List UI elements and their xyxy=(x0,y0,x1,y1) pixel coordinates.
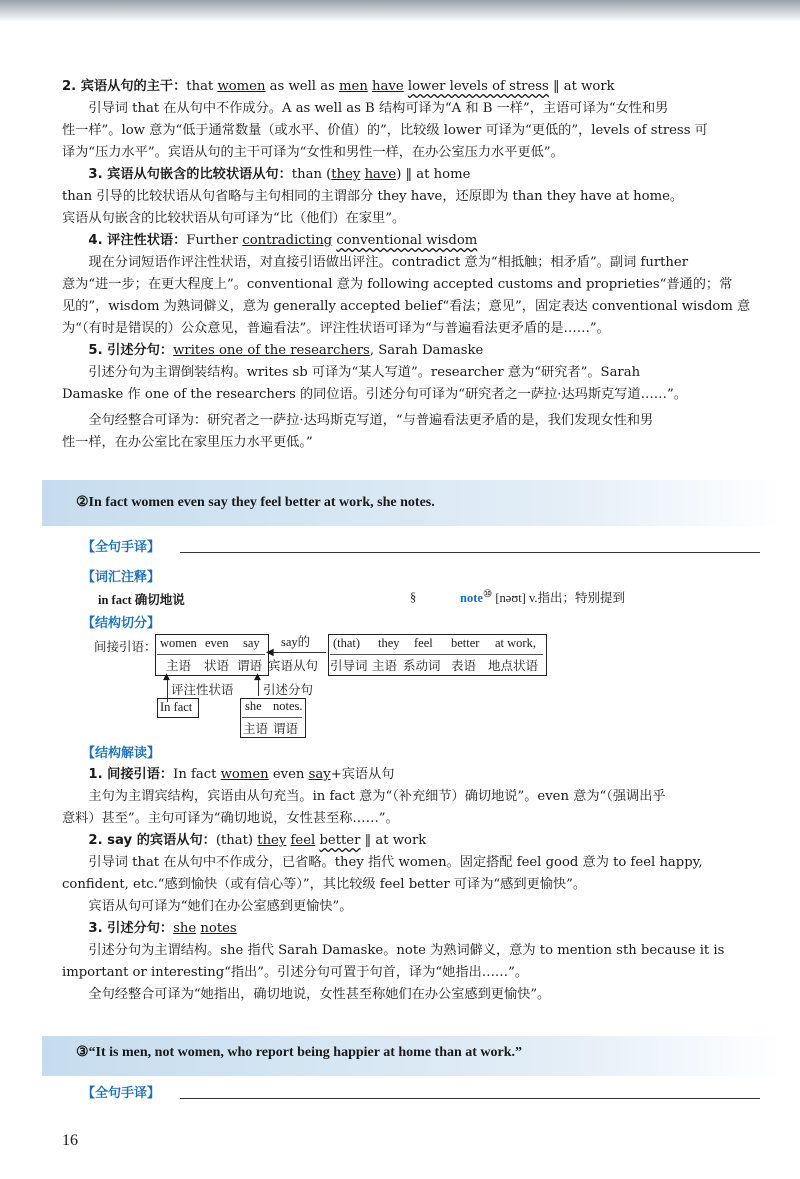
text: , Sarah Damaske xyxy=(369,343,484,358)
arrow-head-icon: ◀ xyxy=(266,647,274,658)
underlined-predicate: say xyxy=(308,767,331,782)
text: ‖ at work xyxy=(360,833,427,848)
underlined-subject: women xyxy=(220,767,269,782)
paragraph: 全句经整合可译为“她指出，确切地说，女性甚至称她们在办公室感到更愉快”。 xyxy=(88,987,551,1002)
paragraph: 引导词 that 在从句中不作成分，已省略。they 指代 women。固定搭配 feel good 意为 to feel happy, xyxy=(88,855,703,870)
text: (that) xyxy=(215,833,258,848)
vocab-word: note xyxy=(460,591,483,606)
heading-label: 2. 宾语从句的主干： xyxy=(62,79,187,94)
paragraph: 见的”，wisdom 为熟词僻义，意为 generally accepted belief“看法；意见”，固定表达 conventional wisdom 意 xyxy=(62,299,751,314)
wavy-object: conventional wisdom xyxy=(336,233,478,248)
analysis-block xyxy=(62,764,762,1006)
vocab-right xyxy=(460,588,625,606)
sentence-3-title: ③“It is men, not women, who report being happier at home than at work.” xyxy=(76,1045,523,1060)
underlined-predicate: have xyxy=(364,167,397,182)
analysis-1-heading xyxy=(62,764,762,786)
word: she xyxy=(245,699,262,713)
underlined-subject: men xyxy=(339,79,368,94)
underlined-predicate: have xyxy=(372,79,404,94)
vocab-sup: ⑩ xyxy=(482,589,493,600)
comment-adv-label: 评注性状语 xyxy=(171,683,234,697)
paragraph: 译为“压力水平”。宾语从句的主干可译为“女性和男性一样，在办公室压力水平更低”。 xyxy=(62,145,564,160)
underlined-subject: she xyxy=(173,921,197,936)
vocab-left xyxy=(98,590,185,608)
wavy-predicative: better xyxy=(319,833,361,848)
word: even xyxy=(205,636,229,650)
underlined-verb: contradicting xyxy=(242,233,333,248)
sentence-2-title: ②In fact women even say they feel better at work, she notes. xyxy=(76,495,435,510)
paragraph: important or interesting“指出”。引述分句可置于句首，译为“她指出……”。 xyxy=(62,965,529,980)
arrow-up-icon: ▲ xyxy=(163,672,170,682)
word: women xyxy=(160,636,197,650)
paragraph: 引述分句为主谓结构。she 指代 Sarah Damaske。note 为熟词僻义，意为 to mention sth because it is xyxy=(88,943,725,958)
word: feel xyxy=(414,636,433,650)
heading-label: 4. 评注性状语： xyxy=(88,233,187,248)
paragraph: 宾语从句可译为“她们在办公室感到更愉快”。 xyxy=(88,899,353,914)
upper-analysis xyxy=(62,70,762,454)
word: at work, xyxy=(495,636,536,650)
heading-3 xyxy=(62,164,762,186)
paragraph: 性一样，在办公室比在家里压力水平更低。” xyxy=(62,435,313,450)
indirect-label: 间接引语： xyxy=(94,640,157,654)
text: than ( xyxy=(291,167,332,182)
underlined-predicate: feel xyxy=(290,833,316,848)
paragraph: confident, etc.“感到愉快（或有信心等）”，其比较级 feel better 可译为“感到更愉快”。 xyxy=(62,877,587,892)
vocab-text: in fact 确切地说 xyxy=(98,593,185,607)
paragraph: 宾语从句嵌含的比较状语从句可译为“比（他们）在家里”。 xyxy=(62,211,406,226)
paragraph: 意为“进一步；在更大程度上”。conventional 意为 following accepted customs and proprieties“普通的；常 xyxy=(62,277,733,292)
paragraph: 引导词 that 在从句中不作成分。A as well as B 结构可译为“A 和 B 一样”，主语可译为“女性和男 xyxy=(88,101,669,116)
vocab-def: [nəʊt] v.指出；特别提到 xyxy=(495,591,626,606)
answer-line[interactable] xyxy=(180,552,760,553)
role: 谓语 xyxy=(273,722,299,736)
paragraph: 主句为主谓宾结构，宾语由从句充当。in fact 意为“（补充细节）确切地说”。even 意为“（强调出乎 xyxy=(88,789,666,804)
answer-line[interactable] xyxy=(180,1098,760,1099)
top-edge-band xyxy=(0,0,800,22)
role: 系动词 xyxy=(403,659,441,673)
paragraph: 为“（有时是错误的）公众意见，普遍看法”。评注性状语可译为“与普遍看法更矛盾的是……”。 xyxy=(62,321,610,336)
page-number: 16 xyxy=(62,1132,78,1149)
text: In fact xyxy=(173,767,221,782)
role: 主语 xyxy=(166,659,192,673)
arrow-up-icon: ▲ xyxy=(254,672,261,682)
heading-4 xyxy=(62,230,762,252)
say-of-label: say的 xyxy=(281,635,311,649)
word: In fact xyxy=(160,700,193,714)
tag-vocab: 【词汇注释】 xyxy=(82,570,161,585)
role: 主语 xyxy=(372,659,398,673)
heading-label: 3. 宾语从句嵌含的比较状语从句： xyxy=(88,167,292,182)
role: 地点状语 xyxy=(488,659,539,673)
paragraph: 意料）甚至”。主句可译为“确切地说，女性甚至称……”。 xyxy=(62,811,399,826)
text: ‖ at work xyxy=(548,79,615,94)
report-clause-label: 引述分句 xyxy=(263,683,314,697)
vocab-separator: § xyxy=(410,590,417,604)
underlined-subject: they xyxy=(257,833,287,848)
underlined-subject: they xyxy=(331,167,361,182)
divider xyxy=(242,717,302,718)
underlined-subject: women xyxy=(217,79,266,94)
role: 主语 xyxy=(243,722,269,736)
tag-text: 【结构切分】 xyxy=(82,616,161,631)
role: 宾语从句 xyxy=(268,659,319,673)
word: better xyxy=(451,636,480,650)
heading-label: 2. say 的宾语从句： xyxy=(88,833,216,848)
paragraph: 现在分词短语作评注性状语，对直接引语做出评注。contradict 意为“相抵触；相矛盾”。副词 further xyxy=(88,255,689,270)
text: even xyxy=(268,767,309,782)
underlined-subject: one of the researchers xyxy=(218,343,370,358)
heading-label: 3. 引述分句： xyxy=(88,921,174,936)
text: +宾语从句 xyxy=(330,767,395,782)
text: that xyxy=(186,79,218,94)
heading-2 xyxy=(62,76,762,98)
paragraph: 全句经整合可译为：研究者之一萨拉·达玛斯克写道，“与普遍看法更矛盾的是，我们发现女性和男 xyxy=(88,413,654,428)
analysis-3-heading xyxy=(62,918,762,940)
tag-split xyxy=(82,612,160,631)
text: Further xyxy=(186,233,243,248)
divider xyxy=(330,654,543,655)
underlined-verb: writes xyxy=(173,343,219,358)
word: say xyxy=(243,636,260,650)
word: they xyxy=(378,636,400,650)
tag-translate: 【全句手译】 xyxy=(82,1086,161,1101)
divider xyxy=(157,654,265,655)
text: ) ‖ at home xyxy=(396,167,471,182)
heading-label: 5. 引述分句： xyxy=(88,343,174,358)
role: 表语 xyxy=(451,659,477,673)
analysis-2-heading xyxy=(62,830,762,852)
arrow-line xyxy=(270,652,326,653)
role: 引导词 xyxy=(330,659,368,673)
paragraph: 性一样”。low 意为“低于通常数量（或水平、价值）的”，比较级 lower 可译为“更低的”，levels of stress 可 xyxy=(62,123,708,138)
word: notes. xyxy=(273,699,303,713)
paragraph: 引述分句为主谓倒装结构。writes sb 可译为“某人写道”。researcher 意为“研究者”。Sarah xyxy=(88,365,641,380)
tag-translate: 【全句手译】 xyxy=(82,540,161,555)
paragraph: than 引导的比较状语从句省略与主句相同的主谓部分 they have，还原即为 than they have at home。 xyxy=(62,189,684,204)
tag-analysis: 【结构解读】 xyxy=(82,746,161,761)
paragraph: Damaske 作 one of the researchers 的同位语。引述分句可译为“研究者之一萨拉·达玛斯克写道……”。 xyxy=(62,387,687,402)
wavy-object: lower levels of stress xyxy=(407,79,549,94)
heading-5 xyxy=(62,340,762,362)
heading-label: 1. 间接引语： xyxy=(88,767,174,782)
underlined-predicate: notes xyxy=(200,921,237,936)
role: 谓语 xyxy=(237,659,263,673)
text: as well as xyxy=(265,79,340,94)
word: (that) xyxy=(333,636,361,650)
role: 状语 xyxy=(204,659,230,673)
